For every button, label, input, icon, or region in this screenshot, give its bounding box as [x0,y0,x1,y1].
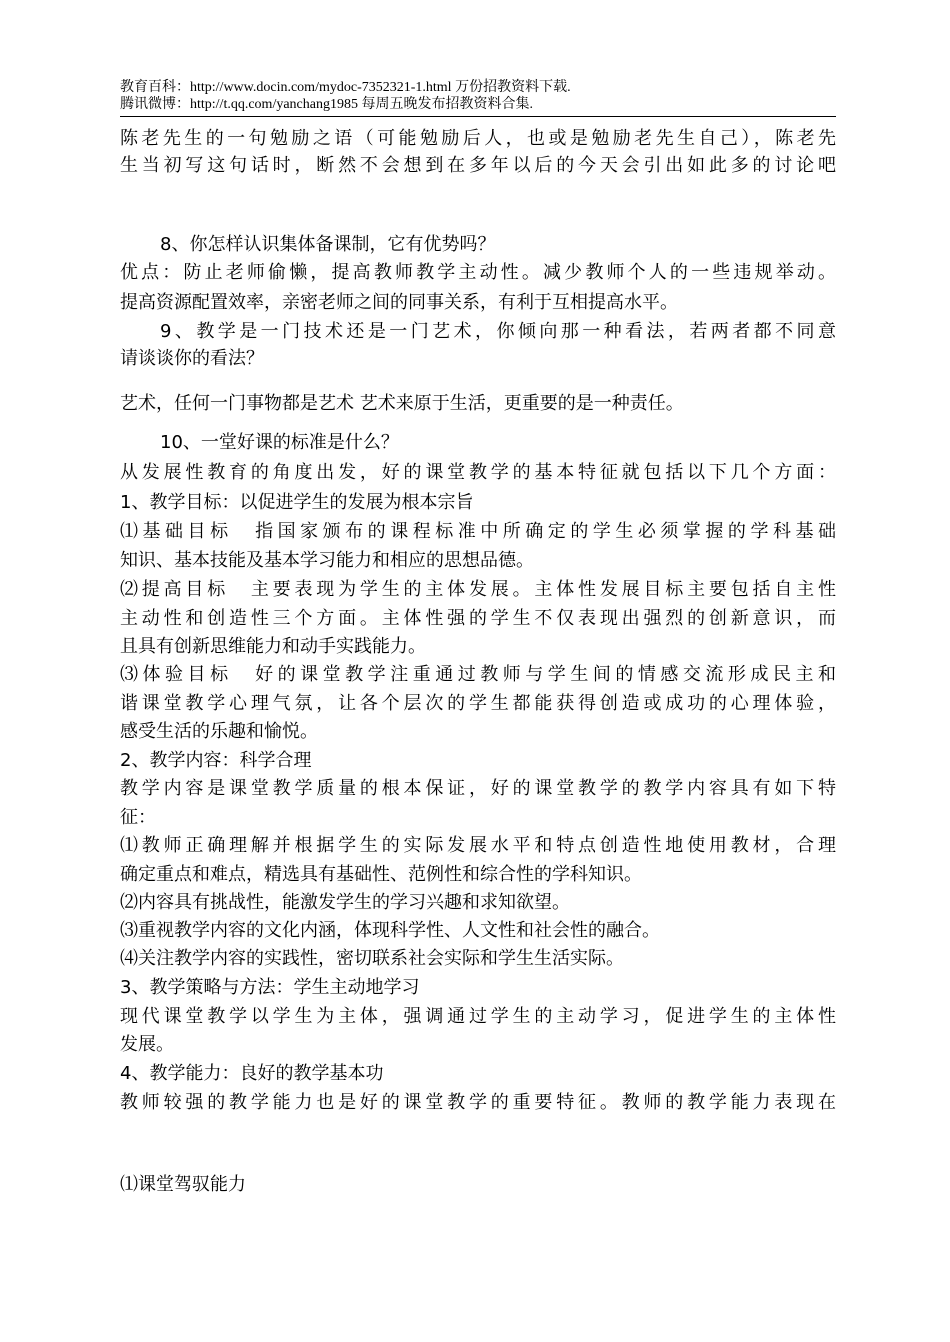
paragraph-line: 提高资源配置效率，亲密老师之间的同事关系，有利于互相提高水平。 [120,292,678,313]
section-2-title: 2、教学内容：科学合理 [120,750,312,771]
paragraph-line: 教学内容是课堂教学质量的根本保证，好的课堂教学的教学内容具有如下特 [120,778,836,799]
paragraph-line: 生当初写这句话时，断然不会想到在多年以后的今天会引出如此多的讨论吧 [120,155,836,176]
list-item-cont: 知识、基本技能及基本学习能力和相应的思想品德。 [120,550,534,571]
paragraph-line: 征： [120,807,156,828]
page-header [120,79,836,113]
answer-9: 艺术，任何一门事物都是艺术 艺术来原于生活，更重要的是一种责任。 [120,393,684,414]
section-1-title: 1、教学目标：以促进学生的发展为根本宗旨 [120,492,474,513]
list-item: ⑵内容具有挑战性，能激发学生的学习兴趣和求知欲望。 [120,892,570,913]
header-link-docin[interactable]: 教育百科：http://www.docin.com/mydoc-7352321-1.html 万份招教资料下载. [120,80,571,95]
list-item-cont: 确定重点和难点，精选具有基础性、范例性和综合性的学科知识。 [120,864,642,885]
question-10: 10、一堂好课的标准是什么？ [160,432,399,453]
question-9-cont: 请谈谈你的看法？ [120,348,264,369]
paragraph-line: 发展。 [120,1034,174,1055]
section-4-title: 4、教学能力：良好的教学基本功 [120,1063,384,1084]
section-3-title: 3、教学策略与方法：学生主动地学习 [120,977,420,998]
list-item-cont: 主动性和创造性三个方面。主体性强的学生不仅表现出强烈的创新意识，而 [120,608,836,629]
paragraph-line: 陈老先生的一句勉励之语（可能勉励后人，也或是勉励老先生自己），陈老先 [120,128,836,149]
list-item: ⑵提高目标 主要表现为学生的主体发展。主体性发展目标主要包括自主性 [120,579,836,600]
paragraph-line: 现代课堂教学以学生为主体，强调通过学生的主动学习，促进学生的主体性 [120,1006,836,1027]
paragraph-line: 教师较强的教学能力也是好的课堂教学的重要特征。教师的教学能力表现在 [120,1092,836,1113]
list-item: ⑴课堂驾驭能力 [120,1174,246,1195]
list-item: ⑷关注教学内容的实践性，密切联系社会实际和学生生活实际。 [120,948,624,969]
list-item-cont: 谐课堂教学心理气氛，让各个层次的学生都能获得创造或成功的心理体验， [120,693,836,714]
list-item-cont: 感受生活的乐趣和愉悦。 [120,721,318,742]
header-link-weibo[interactable]: 腾讯微博：http://t.qq.com/yanchang1985 每周五晚发布招教资料合集. [120,97,533,112]
question-8: 8、你怎样认识集体备课制，它有优势吗？ [160,234,496,255]
list-item: ⑴教师正确理解并根据学生的实际发展水平和特点创造性地使用教材，合理 [120,835,836,856]
list-item: ⑶体验目标 好的课堂教学注重通过教师与学生间的情感交流形成民主和 [120,664,836,685]
list-item-cont: 且具有创新思维能力和动手实践能力。 [120,636,426,657]
paragraph-line: 从发展性教育的角度出发，好的课堂教学的基本特征就包括以下几个方面： [120,462,836,483]
list-item: ⑴基础目标 指国家颁布的课程标准中所确定的学生必须掌握的学科基础 [120,521,836,542]
paragraph-line: 优点：防止老师偷懒，提高教师教学主动性。减少教师个人的一些违规举动。 [120,262,836,283]
list-item: ⑶重视教学内容的文化内涵，体现科学性、人文性和社会性的融合。 [120,920,660,941]
question-9: 9、教学是一门技术还是一门艺术，你倾向那一种看法，若两者都不同意 [160,321,836,342]
header-divider [120,116,836,117]
